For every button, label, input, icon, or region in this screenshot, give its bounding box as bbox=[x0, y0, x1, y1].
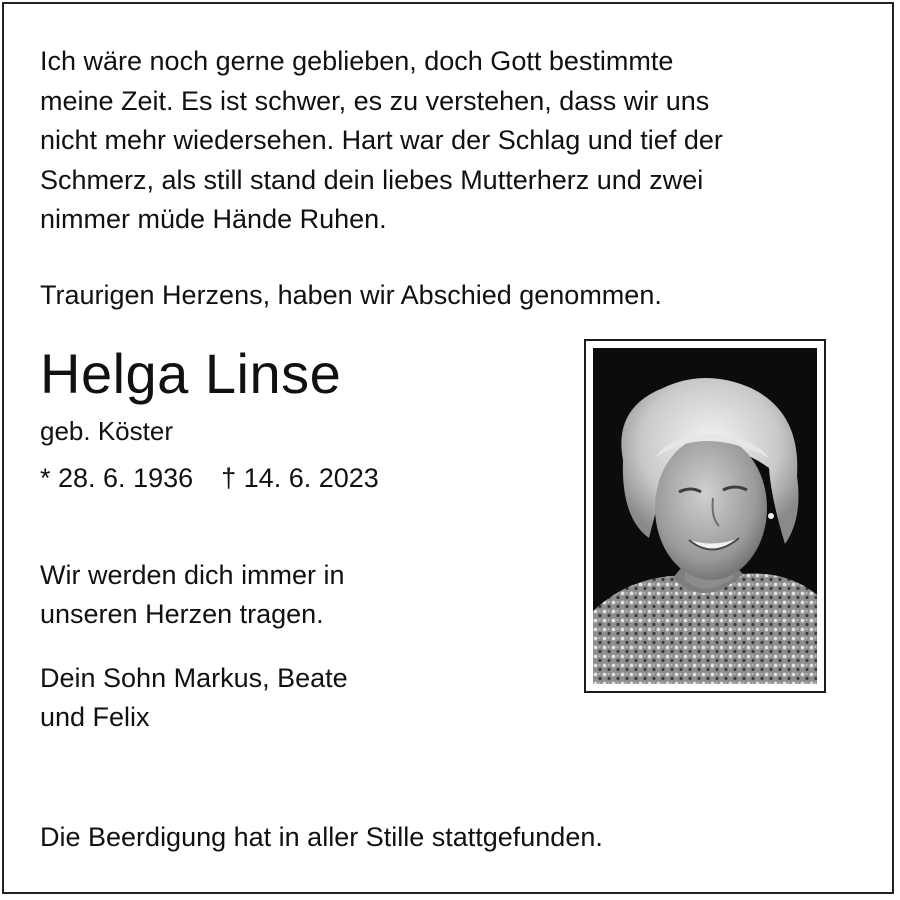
poem-line: nimmer müde Hände Ruhen. bbox=[40, 204, 387, 234]
funeral-note: Die Beerdigung hat in aller Stille stattgefunden. bbox=[40, 822, 603, 852]
poem-line: Schmerz, als still stand dein liebes Mutterherz und zwei bbox=[40, 164, 704, 195]
maiden-name: geb. Köster bbox=[40, 416, 173, 446]
poem-line: meine Zeit. Es ist schwer, es zu verstehen, dass wir uns bbox=[40, 85, 710, 116]
remembrance-line: unseren Herzen tragen. bbox=[40, 599, 324, 629]
remembrance-text bbox=[40, 556, 345, 634]
family-signature bbox=[40, 659, 348, 737]
family-line: Dein Sohn Markus, Beate bbox=[40, 663, 348, 693]
farewell-intro: Traurigen Herzens, haben wir Abschied genommen. bbox=[40, 280, 662, 310]
poem-line: Ich wäre noch gerne geblieben, doch Gott bestimmte bbox=[40, 46, 674, 76]
birth-date: * 28. 6. 1936 bbox=[40, 463, 194, 493]
portrait-illustration bbox=[593, 348, 817, 684]
remembrance-line: Wir werden dich immer in bbox=[40, 560, 345, 590]
portrait-photo bbox=[593, 348, 817, 684]
portrait-frame bbox=[584, 339, 826, 693]
deceased-name: Helga Linse bbox=[40, 342, 342, 405]
life-dates bbox=[40, 458, 379, 498]
memorial-poem bbox=[40, 42, 723, 240]
family-line: und Felix bbox=[40, 702, 150, 732]
poem-line: nicht mehr wiedersehen. Hart war der Schlag und tief der bbox=[40, 125, 723, 155]
death-date: † 14. 6. 2023 bbox=[221, 463, 379, 493]
